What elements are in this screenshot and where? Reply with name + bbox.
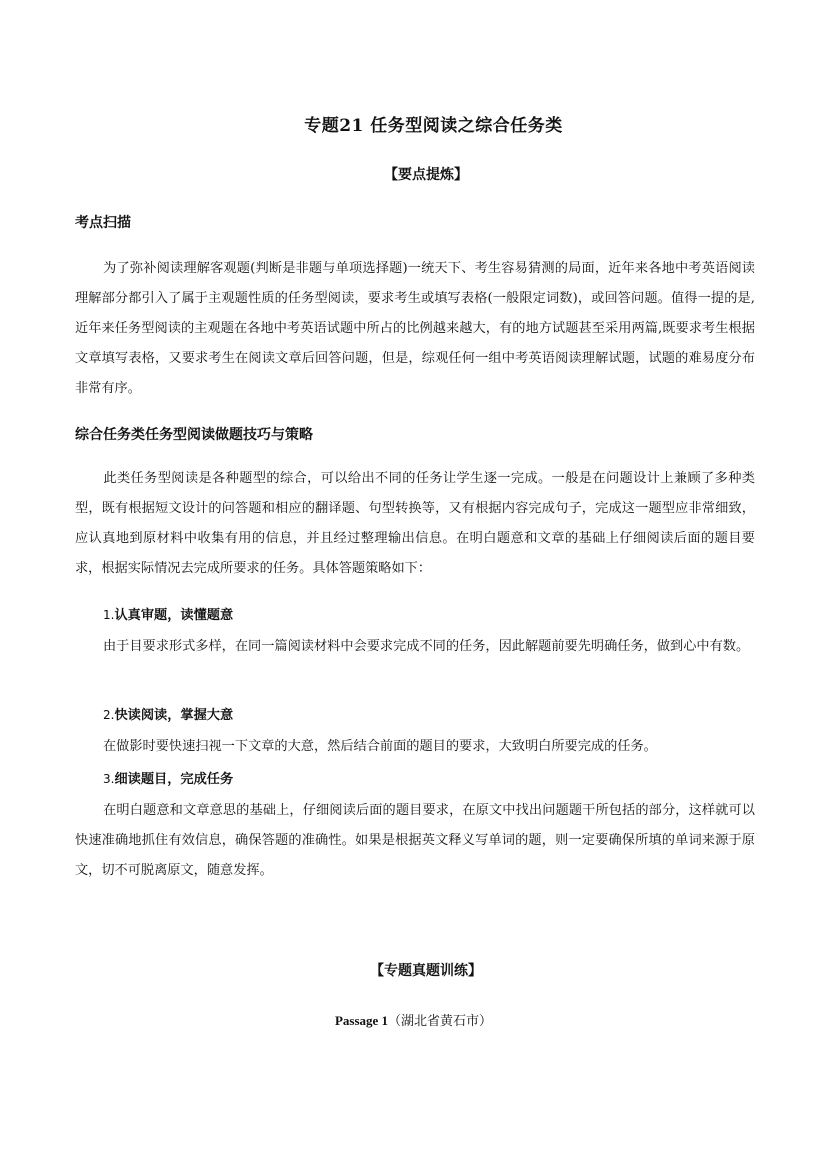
heading-strategy: 综合任务类任务型阅读做题技巧与策略 [75,427,313,443]
section-heading-training: 【专题真题训练】 [370,963,482,979]
section-heading-points: 【要点提炼】 [384,167,468,183]
item-1-number: 1. [103,608,115,622]
item-2-label: 快读阅读，掌握大意 [114,708,234,723]
item-3-body [75,796,755,886]
item-2-body [75,732,755,762]
scan-paragraph-text: 为了弥补阅读理解客观题(判断是非题与单项选择题)一统天下、考生容易猜测的局面，近年来各地中考英语阅读理解部分都引入了属于主观题性质的任务型阅读，要求考生或填写表格(一般限定词数)，或回答问题。值得一提的是,近年来任务型阅读的主观题在各地中考英语试题中所占的比例越来越大，有的地方试题甚至采用两篇,既要求考生根据文章填写表格，又要求考生在阅读文章后回答问题，但是，综观任何一组中考英语阅读理解试题，试题的难易度分布非常有序。 [75,261,755,396]
scan-paragraph [75,254,755,404]
item-3-body-text: 在明白题意和文章意思的基础上，仔细阅读后面的题目要求，在原文中找出问题题干所包括的部分，这样就可以快速准确地抓住有效信息，确保答题的准确性。如果是根据英文释义写单词的题，则一定要确保所填的单词来源于原文，切不可脱离原文，随意发挥。 [75,803,755,878]
item-1-label: 认真审题，读懂题意 [114,608,234,623]
strategy-paragraph-text: 此类任务型阅读是各种题型的综合，可以给出不同的任务让学生逐一完成。一般是在问题设计上兼顾了多种类型，既有根据短文设计的问答题和相应的翻译题、句型转换等，又有根据内容完成句子，完成这一题型应非常细致，应认真地到原材料中收集有用的信息，并且经过整理输出信息。在明白题意和文章的基础上仔细阅读后面的题目要求，根据实际情况去完成所要求的任务。具体答题策略如下： [75,471,755,576]
heading-scan: 考点扫描 [75,215,131,231]
item-1-body [75,632,755,662]
item-1-body-text: 由于目要求形式多样，在同一篇阅读材料中会要求完成不同的任务，因此解题前要先明确任务，做到心中有数。 [103,639,750,654]
item-3-number: 3. [103,772,115,786]
item-3-label: 细读题目，完成任务 [114,772,234,787]
item-2-number: 2. [103,708,115,722]
passage-source: （湖北省黄石市） [388,1014,493,1029]
passage-heading [0,1010,827,1029]
passage-label: Passage 1 [334,1013,389,1028]
item-1-heading [103,604,233,623]
page-title: 专题21 任务型阅读之综合任务类 [304,116,563,136]
item-3-heading [103,768,233,787]
item-2-body-text: 在做影时要快速扫视一下文章的大意，然后结合前面的题目的要求，大致明白所要完成的任务。 [103,739,657,754]
item-2-heading [103,704,233,723]
strategy-paragraph [75,464,755,584]
